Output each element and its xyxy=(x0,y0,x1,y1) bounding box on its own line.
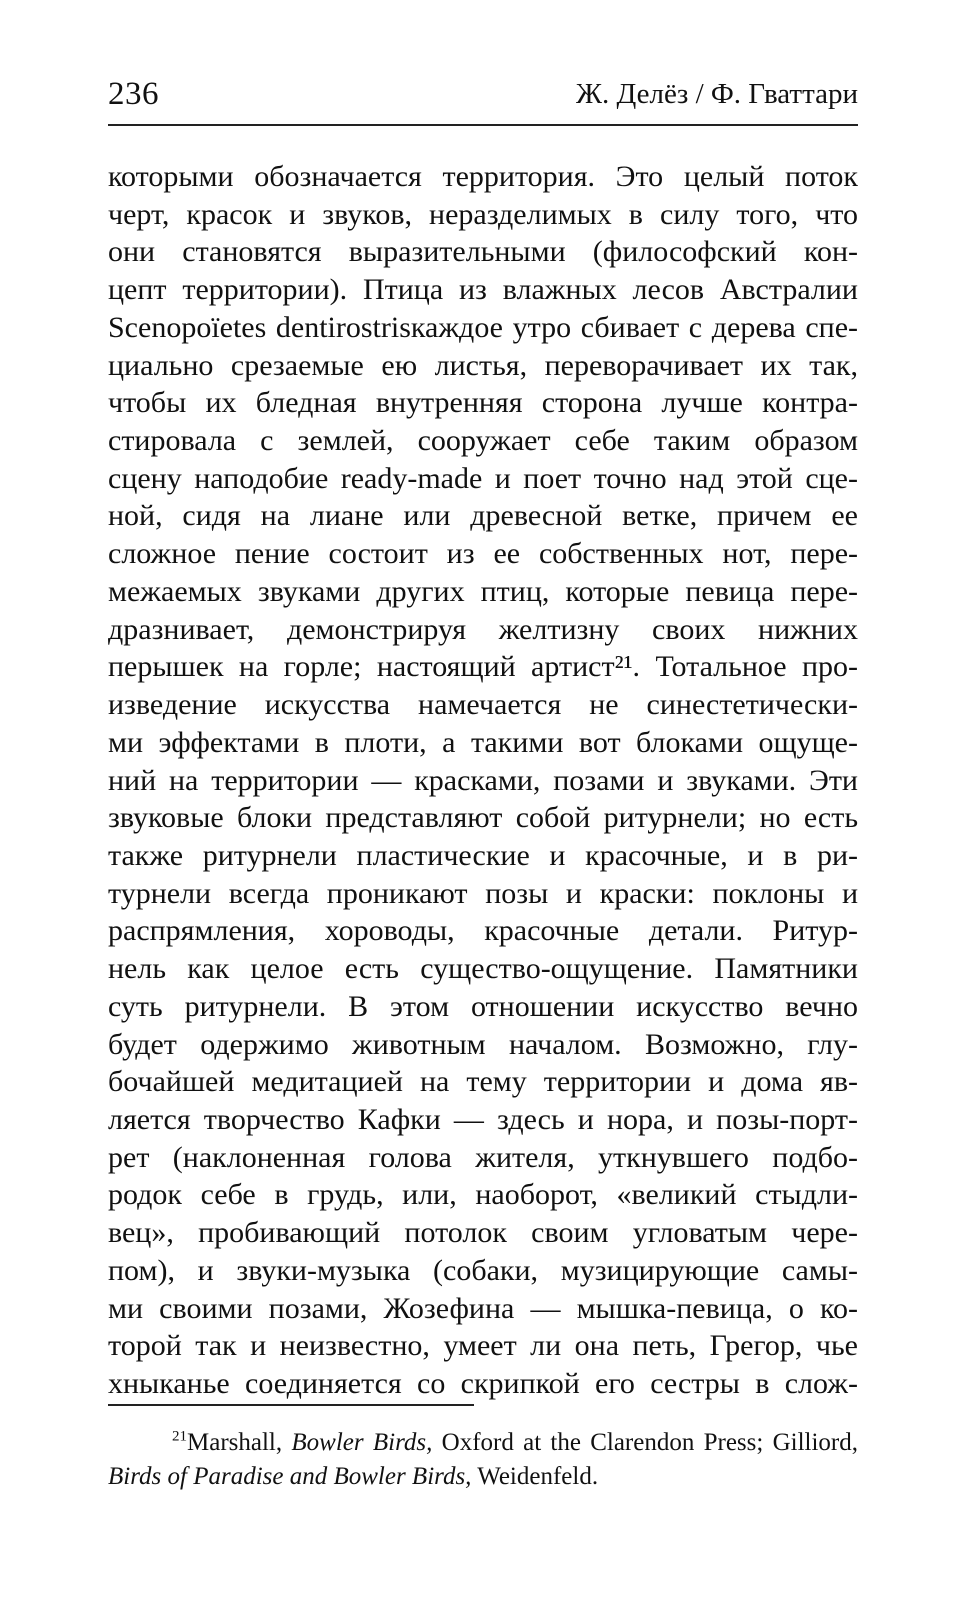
running-head: Ж. Делёз / Ф. Гваттари xyxy=(576,78,858,110)
page-header xyxy=(108,74,858,118)
text-line: родок себе в грудь, или, наоборот, «великий стыдли- xyxy=(108,1178,858,1212)
footnote-publisher-1: Oxford at the Clarendon Press; Gilliord, xyxy=(432,1429,859,1456)
text-line: межаемых звуками других птиц, которые певица пере- xyxy=(108,574,858,608)
text-line: Scenopoïetes dentirostrisкаждое утро сбивает с дерева спе- xyxy=(108,310,858,344)
text-line: ми эффектами в плоти, а такими вот блоками ощуще- xyxy=(108,725,858,759)
text-line: дразнивает, демонстрируя желтизну своих нижних xyxy=(108,612,858,646)
text-line: суть ритурнели. В этом отношении искусство вечно xyxy=(108,989,858,1023)
text-line: перышек на горле; настоящий артист²¹. Тотальное про- xyxy=(108,650,858,684)
footnote-rule xyxy=(108,1404,474,1406)
text-line: ми своими позами, Жозефина — мышка-певица, о ко- xyxy=(108,1291,858,1325)
text-line: вец», пробивающий потолок своим угловатым чере- xyxy=(108,1216,858,1250)
footnote-title-2: Birds of Paradise and Bowler Birds, xyxy=(108,1463,472,1490)
text-line: бочайшей медитацией на тему территории и дома яв- xyxy=(108,1065,858,1099)
text-line: ляется творчество Кафки — здесь и нора, и позы-порт- xyxy=(108,1102,858,1136)
text-line: турнели всегда проникают позы и краски: поклоны и xyxy=(108,876,858,910)
page-number: 236 xyxy=(108,76,159,112)
text-line: рет (наклоненная голова жителя, уткнувшего подбо- xyxy=(108,1140,858,1174)
text-line: циально срезаемые ею листья, переворачивает их так, xyxy=(108,348,858,382)
text-line: они становятся выразительными (философский кон- xyxy=(108,235,858,269)
text-line: будет одержимо животным началом. Возможно, глу- xyxy=(108,1027,858,1061)
footnote-title-1: Bowler Birds, xyxy=(291,1429,433,1456)
header-rule xyxy=(108,124,858,126)
text-line: ной, сидя на лиане или древесной ветке, причем ее xyxy=(108,499,858,533)
text-line: изведение искусства намечается не синестетически- xyxy=(108,688,858,722)
text-line: распрямления, хороводы, красочные детали. Ритур- xyxy=(108,914,858,948)
text-line: торой так и неизвестно, умеет ли она петь, Грегор, чье xyxy=(108,1329,858,1363)
text-line: которыми обозначается территория. Это целый поток xyxy=(108,160,858,193)
footnote-author: Marshall, xyxy=(187,1429,292,1456)
text-line: также ритурнели пластические и красочные, и в ри- xyxy=(108,838,858,872)
footnote-line-2 xyxy=(108,1460,858,1494)
footnote xyxy=(108,1426,858,1494)
text-line: стировала с землей, сооружает себе таким образом xyxy=(108,424,858,458)
text-line: пом), и звуки-музыка (собаки, музицирующие самы- xyxy=(108,1253,858,1287)
footnote-line-1 xyxy=(108,1426,858,1460)
text-line: хныканье соединяется со скрипкой его сестры в слож- xyxy=(108,1367,858,1400)
text-line: нель как целое есть существо-ощущение. Памятники xyxy=(108,952,858,986)
text-line: сцену наподобие ready-made и поет точно над этой сце- xyxy=(108,461,858,495)
footnote-mark: 21 xyxy=(172,1428,187,1445)
text-line: чтобы их бледная внутренняя сторона лучше контра- xyxy=(108,386,858,420)
text-line: черт, красок и звуков, неразделимых в силу того, что xyxy=(108,197,858,231)
footnote-publisher-2: Weidenfeld. xyxy=(471,1463,599,1490)
text-line: цепт территории). Птица из влажных лесов Австралии xyxy=(108,273,858,307)
text-line: ний на территории — красками, позами и звуками. Эти xyxy=(108,763,858,797)
text-line: сложное пение состоит из ее собственных нот, пере- xyxy=(108,537,858,571)
body-text xyxy=(108,158,858,1403)
text-line: звуковые блоки представляют собой ритурнели; но есть xyxy=(108,801,858,835)
